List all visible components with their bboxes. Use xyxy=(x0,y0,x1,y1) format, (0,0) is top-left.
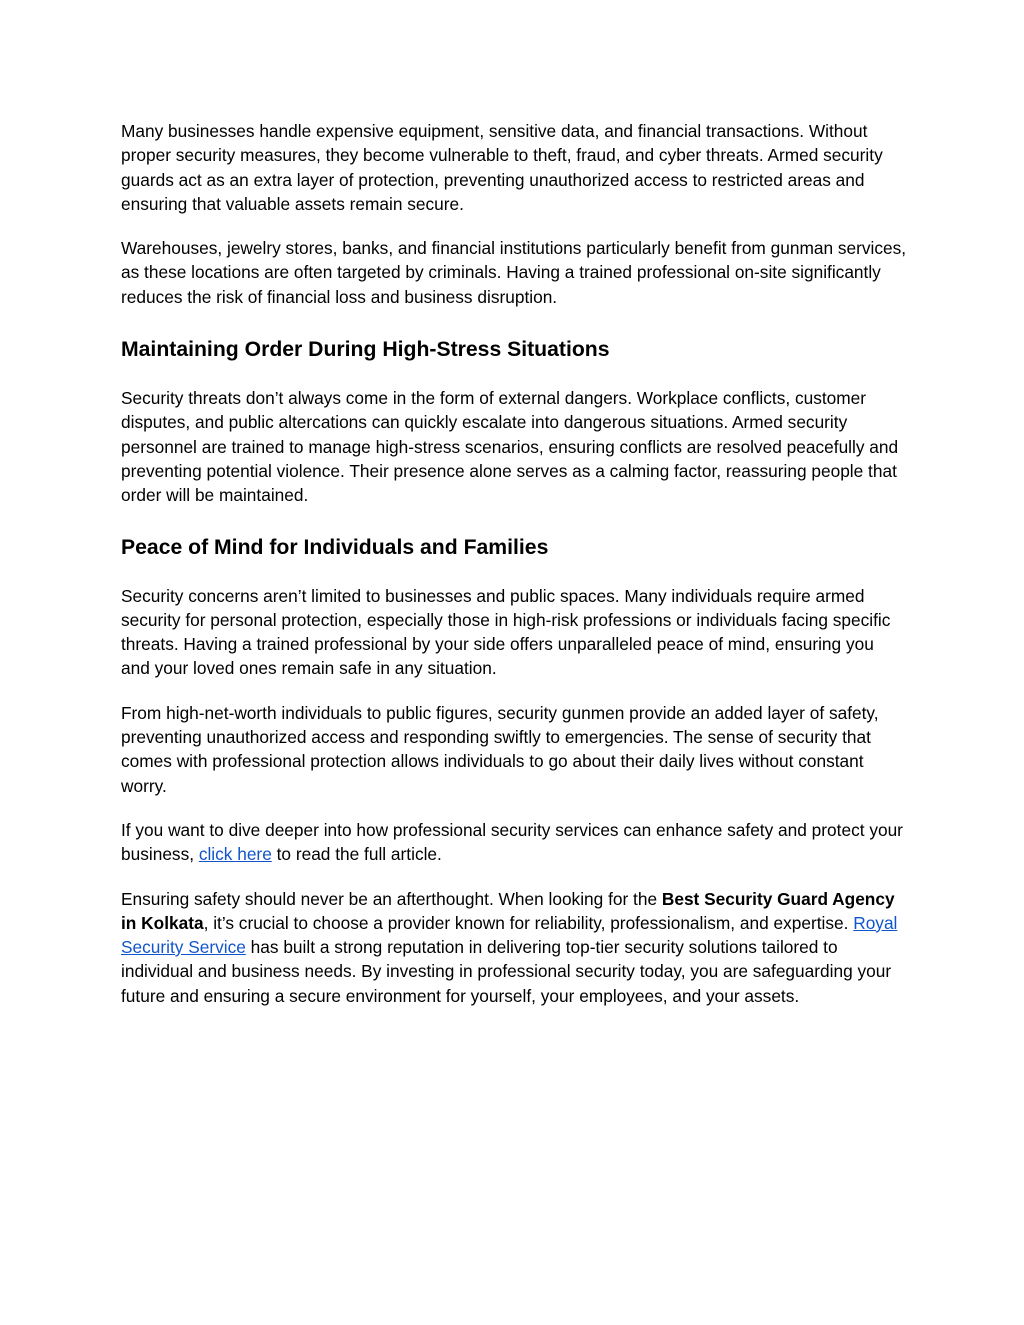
heading-maintaining-order: Maintaining Order During High-Stress Situations xyxy=(121,338,610,362)
paragraph-personal-protection: Security concerns aren’t limited to businesses and public spaces. Many individuals require armed security for personal protection, especially those in high-risk professions or individuals facing specific threats. Having a trained professional by your side offers unparalleled peace of mind, ensuring you and your loved ones remain safe in any situation. xyxy=(121,585,891,679)
conclusion-text-before: Ensuring safety should never be an afterthought. When looking for the xyxy=(121,888,662,909)
conclusion-text-middle: , it’s crucial to choose a provider known for reliability, professionalism, and expertise. xyxy=(203,912,854,933)
royal-security-service-link[interactable]: Royal Security Service xyxy=(121,912,898,958)
paragraph-high-stress: Security threats don’t always come in the form of external dangers. Workplace conflicts, customer disputes, and public altercations can quickly escalate into dangerous situations. Armed security personnel are trained to manage high-stress scenarios, ensuring conflicts are resolved peacefully and preventing potential violence. Their presence alone serves as a calming factor, reassuring people that order will be maintained. xyxy=(121,388,899,506)
document-page xyxy=(121,119,907,1028)
paragraph-public-figures: From high-net-worth individuals to public figures, security gunmen provide an added layer of safety, preventing unauthorized access and responding swiftly to emergencies. The sense of security that comes with professional protection allows individuals to go about their daily lives without constant worry. xyxy=(121,702,879,796)
bold-keyword: Best Security Guard Agency in Kolkata xyxy=(121,888,895,933)
read-more-text-after: to read the full article. xyxy=(271,844,442,865)
click-here-link[interactable]: click here xyxy=(198,844,272,865)
paragraph-conclusion xyxy=(121,887,907,1008)
paragraph-business-assets: Many businesses handle expensive equipment, sensitive data, and financial transactions. Without proper security measures, they become vulnerable to theft, fraud, and cyber threats. Armed security guards act as an extra layer of protection, preventing unauthorized access to restricted areas and ensuring that valuable assets remain secure. xyxy=(121,121,883,214)
read-more-text-before: If you want to dive deeper into how professional security services can enhance safety and protect your business, xyxy=(121,819,903,865)
paragraph-read-more xyxy=(121,818,907,867)
heading-peace-of-mind: Peace of Mind for Individuals and Families xyxy=(121,535,549,559)
conclusion-text-after: has built a strong reputation in delivering top-tier security solutions tailored to individual and business needs. By investing in professional security today, you are safeguarding your future and ensuring a secure environment for yourself, your employees, and your assets. xyxy=(121,937,892,1006)
paragraph-high-risk-locations: Warehouses, jewelry stores, banks, and financial institutions particularly benefit from gunman services, as these locations are often targeted by criminals. Having a trained professional on-site significantly reduces the risk of financial loss and business disruption. xyxy=(121,238,907,307)
